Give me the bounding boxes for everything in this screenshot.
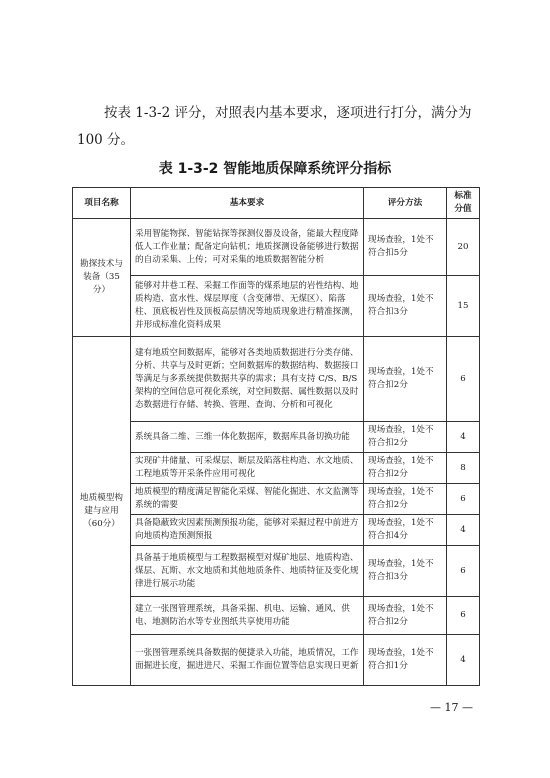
method-cell: 现场查验，1处不符合扣2分	[364, 453, 447, 484]
requirement-cell: 能够对井巷工程、采掘工作面等的煤系地层的岩性结构、地质构造、富水性、煤层厚度（含变薄带、无煤区）、陷落柱、顶底板岩性及顶板高层情况等地质现象进行精准探测，并形成标准化资料成果	[131, 276, 364, 337]
requirement-cell: 一张图管理系统具备数据的便捷录入功能，地质情况，工作面掘进长度，掘进进尺、采掘工作面位置等信息实现日更新	[131, 635, 364, 686]
score-cell: 6	[447, 546, 480, 597]
scoring-table	[72, 187, 480, 686]
page-number: — 17 —	[430, 701, 473, 714]
table-row	[73, 484, 480, 515]
score-cell: 15	[447, 276, 480, 337]
table-row	[73, 276, 480, 337]
score-cell: 6	[447, 337, 480, 422]
requirement-cell: 具备基于地质模型与工程数据模型对煤矿地层、地质构造、煤层、瓦斯、水文地质和其他地质条件、地质特征及变化规律进行展示功能	[131, 546, 364, 597]
score-cell: 6	[447, 484, 480, 515]
intro-paragraph: 按表 1-3-2 评分，对照表内基本要求，逐项进行打分，满分为 100 分。	[77, 105, 472, 148]
table-row	[73, 219, 480, 276]
header-requirement: 基本要求	[131, 188, 364, 219]
table-title: 表 1-3-2 智能地质保障系统评分指标	[158, 161, 392, 177]
score-cell: 4	[447, 635, 480, 686]
requirement-cell: 建有地质空间数据库，能够对各类地质数据进行分类存储、分析、共享与及时更新；空间数据库的数据结构、数据接口等满足与多系统提供数据共享的需求；具有支持 C/S、B/S 架构的空间信息可视化系统，对空间数据、属性数据以及时态数据进行存储、转换、管理、查询、分析和可视化	[131, 337, 364, 422]
requirement-cell: 采用智能物探、智能钻探等探测仪器及设备，能最大程度降低人工作业量；配备定向钻机；地质探测设备能够进行数据的自动采集、上传；可对采集的地质数据智能分析	[131, 219, 364, 276]
requirement-cell: 系统具备二维、三维一体化数据库，数据库具备切换功能	[131, 422, 364, 453]
score-cell: 6	[447, 597, 480, 635]
category-cell: 地质模型构建与应用（60分）	[73, 337, 131, 686]
method-cell: 现场查验，1处不符合扣3分	[364, 276, 447, 337]
score-cell: 4	[447, 422, 480, 453]
category-cell: 勘探技术与装备（35分）	[73, 219, 131, 337]
table-row	[73, 635, 480, 686]
method-cell: 现场查验，1处不符合扣4分	[364, 515, 447, 546]
score-cell: 8	[447, 453, 480, 484]
requirement-cell: 地质模型的精度满足智能化采煤、智能化掘进、水文监测等系统的需要	[131, 484, 364, 515]
method-cell: 现场查验，1处不符合扣1分	[364, 635, 447, 686]
header-item: 项目名称	[73, 188, 131, 219]
requirement-cell: 具备隐蔽致灾因素预测预报功能，能够对采掘过程中前进方向地质构造预测预报	[131, 515, 364, 546]
table-row	[73, 597, 480, 635]
table-row	[73, 422, 480, 453]
method-cell: 现场查验，1处不符合扣5分	[364, 219, 447, 276]
method-cell: 现场查验，1处不符合扣2分	[364, 597, 447, 635]
method-cell: 现场查验，1处不符合扣2分	[364, 484, 447, 515]
table-row	[73, 515, 480, 546]
method-cell: 现场查验，1处不符合扣3分	[364, 546, 447, 597]
table-header-row	[73, 188, 480, 219]
score-cell: 20	[447, 219, 480, 276]
method-cell: 现场查验，1处不符合扣2分	[364, 422, 447, 453]
table-row	[73, 546, 480, 597]
table-row	[73, 337, 480, 422]
table-row	[73, 453, 480, 484]
score-cell: 4	[447, 515, 480, 546]
requirement-cell: 实现矿井储量、可采煤层、断层及陷落柱构造、水文地质、工程地质等开采条件应用可视化	[131, 453, 364, 484]
header-method: 评分方法	[364, 188, 447, 219]
header-score: 标准分值	[447, 188, 480, 219]
requirement-cell: 建立一张图管理系统，具备采掘、机电、运输、通风、供电、地测防治水等专业图纸共享使用功能	[131, 597, 364, 635]
method-cell: 现场查验，1处不符合扣2分	[364, 337, 447, 422]
